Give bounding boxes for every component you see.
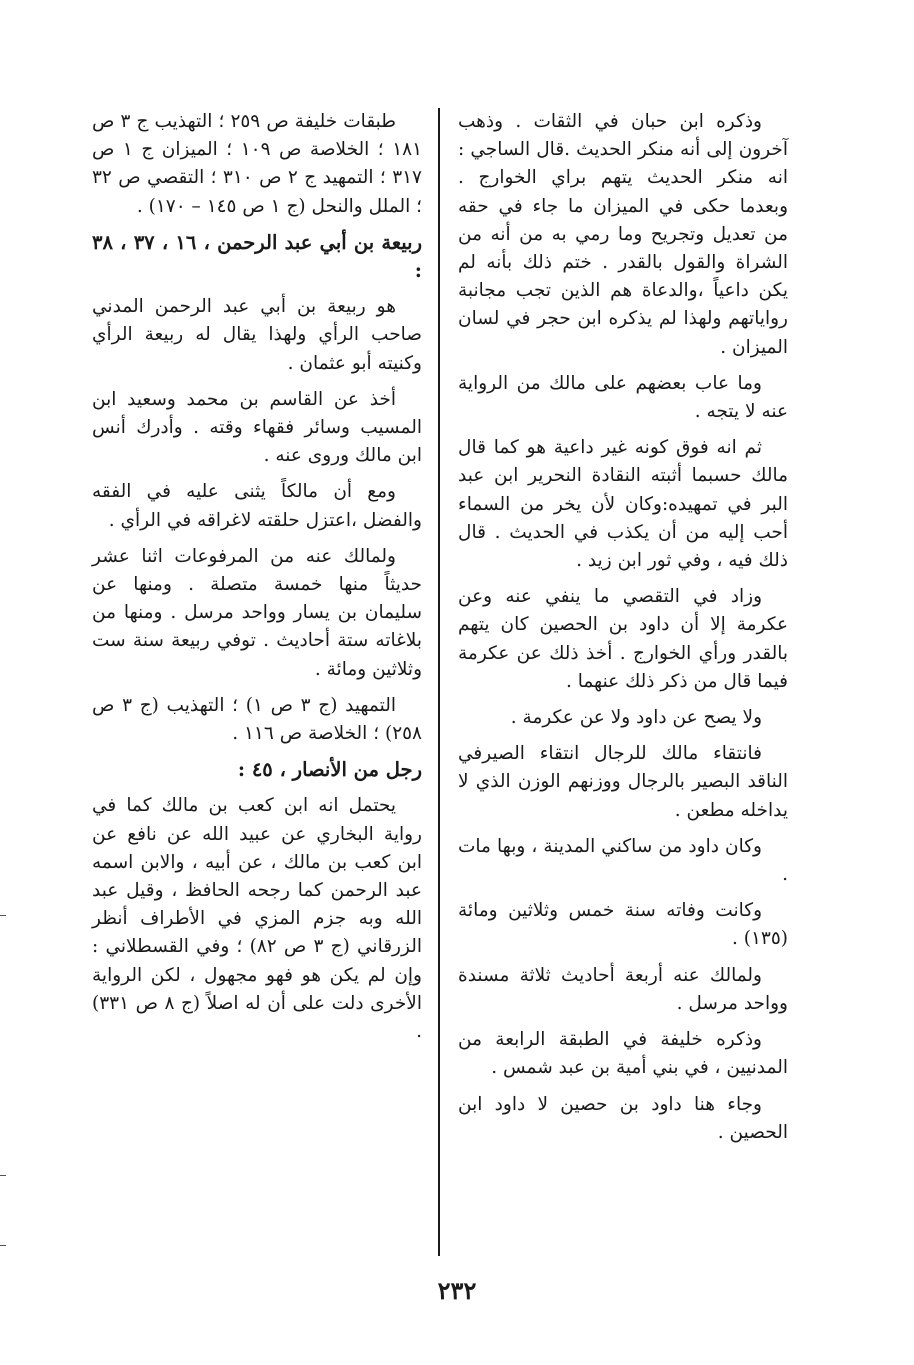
paragraph: وزاد في التقصي ما ينفي عنه وعن عكرمة إلا أن داود بن الحصين كان يتهم بالقدر ورأي الخوارج . أخذ ذلك عن عكرمة فيما قال من ذكر ذلك عنهما . (458, 586, 788, 692)
paragraph: وكان داود من ساكني المدينة ، وبها مات . (458, 835, 788, 886)
column-divider (438, 108, 440, 1256)
paragraph: ولمالك عنه أربعة أحاديث ثلاثة مسندة وواحد مرسل . (458, 964, 788, 1014)
paragraph: ومع أن مالكاً يثنى عليه في الفقه والفضل ،اعتزل حلقته لاغراقه في الرأي . (92, 481, 422, 531)
paragraph: وذكره خليفة في الطبقة الرابعة من المدنيين ، في بني أمية بن عبد شمس . (458, 1029, 788, 1079)
paragraph: وذكره ابن حبان في الثقات . وذهب آخرون إلى أنه منكر الحديث .قال الساجي : انه منكر الحديث يتهم براي الخوارج . وبعدما حكى في الميزان ما جاء في حقه من تعديل وتجريح وما رمي به من أنه من الشراة والقول بالقدر . ختم ذلك بأنه لم يكن داعياً ،والدعاة هم الذين تجب مجانبة رواياتهم ولهذا لم يذكره ابن حجر في لسان الميزان . (458, 111, 788, 358)
paragraph: ثم انه فوق كونه غير داعية هو كما قال مالك حسبما أثبته النقادة النحرير ابن عبد البر في تمهيده:وكان لأن يخر من السماء أحب إليه من أن يكذب في الحديث . قال ذلك فيه ، وفي ثور ابن زيد . (458, 437, 788, 572)
paragraph: وجاء هنا داود بن حصين لا داود ابن الحصين . (458, 1093, 788, 1143)
reference-list: التمهيد (ج ٣ ص ١) ؛ التهذيب (ج ٣ ص ٢٥٨) ؛ الخلاصة ص ١١٦ . (92, 694, 422, 745)
scan-edge-mark (0, 915, 6, 916)
entry-heading: رجل من الأنصار ، ٤٥ : (237, 758, 422, 782)
scan-edge-mark (0, 1175, 6, 1176)
left-column (92, 108, 422, 1054)
paragraph: ولمالك عنه من المرفوعات اثنا عشر حديثاً منها خمسة متصلة . ومنها عن سليمان بن يسار وواحد مرسل . ومنها من بلاغاته ستة أحاديث . توفي ربيعة سنة ست وثلاثين ومائة . (92, 545, 422, 680)
right-column (458, 108, 788, 1155)
reference-list: طبقات خليفة ص ٢٥٩ ؛ التهذيب ج ٣ ص ١٨١ ؛ الخلاصة ص ١٠٩ ؛ الميزان ج ١ ص ٣١٧ ؛ التمهيد ج ٢ ص ٣١٠ ؛ التقصي ص ٣٢ ؛ الملل والنحل (ج ١ ص ١٤٥ – ١٧٠) . (92, 111, 423, 217)
entry-heading: ربيعة بن أبي عبد الرحمن ، ١٦ ، ٣٧ ، ٣٨ : (92, 230, 423, 283)
paragraph: هو ربيعة بن أبي عبد الرحمن المدني صاحب الرأي ولهذا يقال له ربيعة الرأي وكنيته أبو عثمان . (92, 296, 422, 374)
paragraph: وما عاب بعضهم على مالك من الرواية عنه لا يتجه . (458, 372, 788, 423)
paragraph: وكانت وفاته سنة خمس وثلاثين ومائة (١٣٥) . (458, 900, 788, 950)
paragraph: يحتمل انه ابن كعب بن مالك كما في رواية البخاري عن عبيد الله عن نافع عن ابن كعب بن مالك ، عن أبيه ، والابن اسمه عبد الرحمن كما رجحه الحافظ ، وقيل عبد الله وبه جزم المزي في الأطراف أنظر الزرقاني (ج ٣ ص ٨٢) ؛ وفي القسطلاني : وإن لم يكن هو فهو مجهول ، لكن الرواية الأخرى دلت على أن له اصلاً (ج ٨ ص ٣٣١) . (92, 795, 422, 1043)
paragraph: فانتقاء مالك للرجال انتقاء الصيرفي الناقد البصير بالرجال ووزنهم الوزن الذي لا يداخله مطعن . (458, 743, 788, 821)
page-number: ٢٣٢ (437, 1276, 477, 1305)
scan-edge-mark (0, 1245, 6, 1246)
paragraph: أخذ عن القاسم بن محمد وسعيد ابن المسيب وسائر فقهاء وقته . وأدرك أنس ابن مالك وروى عنه . (92, 388, 422, 467)
paragraph: ولا يصح عن داود ولا عن عكرمة . (510, 707, 762, 729)
